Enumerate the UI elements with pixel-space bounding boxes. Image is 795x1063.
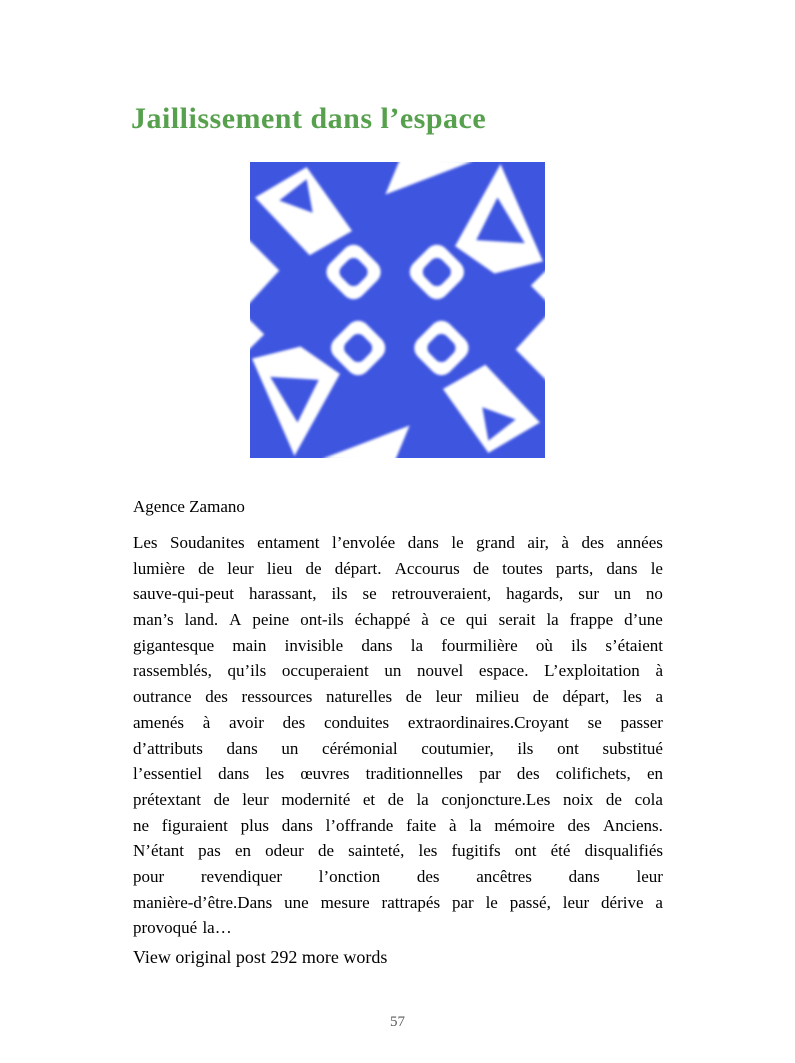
paragraph-line: outrance des ressources naturelles de leur milieu de départ, les a: [133, 687, 663, 707]
paragraph-line: gigantesque main invisible dans la fourmilière où ils s’étaient: [133, 635, 663, 655]
paragraph-line: lumière de leur lieu de départ. Accourus de toutes parts, dans le: [133, 558, 663, 578]
view-original-link[interactable]: View original post 292 more words: [133, 947, 388, 967]
featured-image: [250, 162, 545, 458]
paragraph-line: ne figuraient plus dans l’offrande faite à la mémoire des Anciens.: [133, 815, 663, 835]
paragraph-line: rassemblés, qu’ils occuperaient un nouvel espace. L’exploitation à: [133, 661, 663, 681]
post-body: [133, 530, 663, 941]
page-number: 57: [390, 1014, 405, 1030]
byline: Agence Zamano: [133, 497, 245, 516]
paragraph-line: d’attributs dans un cérémonial coutumier, ils ont substitué: [133, 738, 663, 758]
kaleidoscope-image: [250, 162, 545, 458]
paragraph-line: pour revendiquer l’onction des ancêtres dans leur: [133, 866, 663, 886]
paragraph-line: prétextant de leur modernité et de la conjoncture.Les noix de cola: [133, 789, 663, 809]
paragraph-line: N’étant pas en odeur de sainteté, les fugitifs ont été disqualifiés: [133, 841, 663, 861]
paragraph-line: man’s land. A peine ont-ils échappé à ce qui serait la frappe d’une: [133, 610, 663, 630]
paragraph-line: sauve-qui-peut harassant, ils se retrouveraient, hagards, sur un no: [133, 584, 663, 604]
paragraph-line: Les Soudanites entament l’envolée dans le grand air, à des années: [133, 533, 663, 552]
paragraph-line: amenés à avoir des conduites extraordinaires.Croyant se passer: [133, 712, 663, 732]
post-title: Jaillissement dans l’espace: [131, 102, 487, 135]
paragraph-line: l’essentiel dans les œuvres traditionnelles par des colifichets, en: [133, 764, 663, 784]
paragraph-line: provoqué la…: [133, 918, 232, 938]
paragraph-line: manière-d’être.Dans une mesure rattrapés par le passé, leur dérive a: [133, 892, 663, 912]
